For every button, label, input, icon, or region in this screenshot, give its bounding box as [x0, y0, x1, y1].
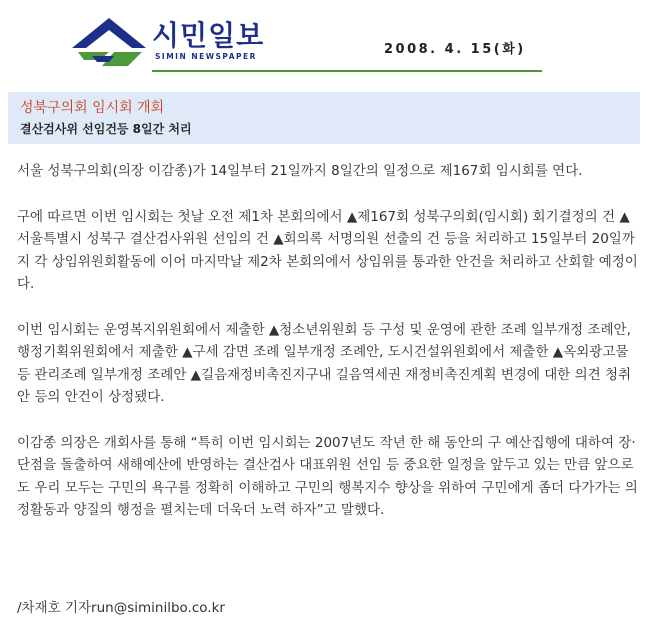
headline-subtitle: 결산검사위 선임건등 8일간 처리	[20, 122, 192, 136]
paragraph-3: 이번 임시회는 운영복지위원회에서 제출한 ▲청소년위원회 등 구성 및 운영에 관한 조례 일부개정 조례안, 행정기획위원회에서 제출한 ▲구세 감면 조례 일부개정 조례안, 도시건설위원회에서 제출한 ▲옥외광고물 등 관리조례 일부개정 조례안 ▲길음재정비촉진지구내 길음역세권 재정비촉진계획 변경에 대한 의견 청취안 등의 안건이 상정됐다.	[17, 321, 632, 405]
headline-box	[8, 92, 640, 144]
newspaper-name: 시민일보	[152, 19, 265, 52]
simin-ilbo-logo-icon	[70, 14, 148, 70]
paragraph-1: 서울 성북구의회(의장 이감종)가 14일부터 21일까지 8일간의 일정으로 제167회 임시회를 연다.	[17, 163, 583, 179]
byline-name: /차재호 기자	[17, 600, 92, 616]
masthead	[0, 0, 650, 82]
publication-date: 2008. 4. 15(화)	[384, 42, 526, 57]
byline	[17, 596, 225, 616]
byline-email[interactable]: run@siminilbo.co.kr	[91, 600, 225, 616]
newspaper-subtitle: SIMIN NEWSPAPER	[155, 52, 257, 61]
headline-title: 성북구의회 임시회 개회	[20, 100, 165, 116]
paragraph-2: 구에 따르면 이번 임시회는 첫날 오전 제1차 본회의에서 ▲제167회 성북구의회(임시회) 회기결정의 건 ▲서울특별시 성북구 결산검사위원 선임의 건 ▲회의록 서명의원 선출의 건 등을 처리하고 15일부터 20일까지 각 상임위원회활동에 이어 마지막날 제2차 본회의에서 상임위를 통과한 안건을 처리하고 산회할 예정이다.	[17, 208, 638, 292]
article-body	[17, 160, 639, 545]
paragraph-4: 이감종 의장은 개회사를 통해 “특히 이번 임시회는 2007년도 작년 한 해 동안의 구 예산집행에 대하여 장·단점을 돌출하여 새해예산에 반영하는 결산검사 대표위원 선임 등 중요한 일정을 앞두고 있는 만큼 앞으로도 우리 모두는 구민의 욕구를 정확히 이해하고 구민의 행복지수 향상을 위하여 구민에게 좀더 다가가는 의정활동과 양질의 행정을 펼치는데 더욱더 노력 하자”고 말했다.	[17, 434, 638, 518]
masthead-divider	[152, 70, 542, 72]
